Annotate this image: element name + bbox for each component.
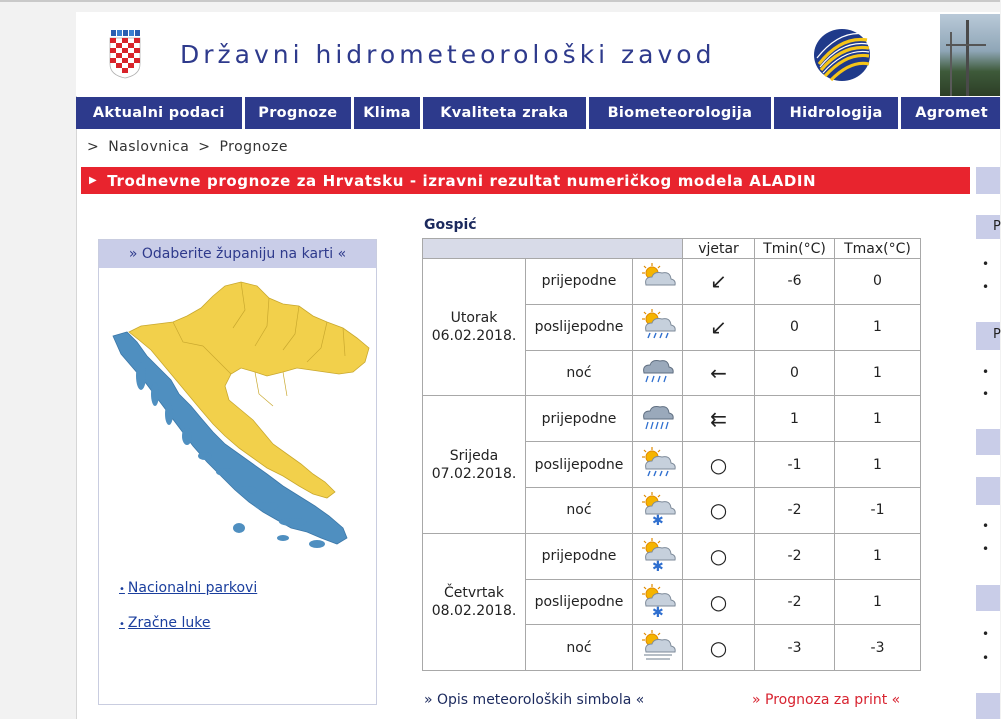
period-cell: poslijepodne bbox=[526, 579, 633, 625]
map-link-zracne-luke[interactable] bbox=[119, 615, 210, 631]
sidebar-block bbox=[976, 429, 1000, 455]
croatia-crest-icon[interactable] bbox=[108, 30, 142, 78]
nav-kvaliteta-zraka[interactable]: Kvaliteta zraka bbox=[423, 97, 586, 129]
sidebar-block bbox=[976, 167, 1000, 194]
wind-direction-icon: ○ bbox=[683, 487, 755, 533]
sun-cloud-snow-icon[interactable] bbox=[638, 538, 678, 574]
day-name: Srijeda bbox=[449, 447, 499, 464]
weather-symbols-link[interactable]: » Opis meteoroloških simbola « bbox=[424, 692, 645, 708]
svg-text:✱: ✱ bbox=[651, 604, 664, 621]
weather-icon-cell bbox=[633, 396, 683, 442]
tmin-value: -1 bbox=[755, 442, 835, 488]
table-row bbox=[423, 259, 921, 305]
weather-icon-cell bbox=[633, 304, 683, 350]
tmin-value: -2 bbox=[755, 487, 835, 533]
wind-direction-icon: ○ bbox=[683, 533, 755, 579]
weather-icon-cell bbox=[633, 533, 683, 579]
svg-text:✱: ✱ bbox=[651, 559, 664, 576]
tmax-value: 1 bbox=[835, 442, 921, 488]
sun-cloud-rain-icon[interactable] bbox=[638, 309, 678, 345]
tmin-value: -3 bbox=[755, 625, 835, 671]
day-cell bbox=[423, 259, 526, 396]
header-tmin: Tmin(°C) bbox=[755, 239, 835, 259]
map-panel-title: » Odaberite županiju na karti « bbox=[99, 240, 376, 268]
sidebar-bullet[interactable]: • bbox=[982, 257, 990, 271]
nav-hidrologija[interactable]: Hidrologija bbox=[774, 97, 898, 129]
window-top-border bbox=[0, 0, 1000, 2]
site-title[interactable]: Državni hidrometeorološki zavod bbox=[180, 40, 716, 69]
link-label[interactable]: Zračne luke bbox=[127, 615, 211, 631]
breadcrumb-separator: > bbox=[198, 139, 211, 155]
nav-agromet[interactable]: Agromet bbox=[901, 97, 1000, 129]
wind-direction-icon: ↙ bbox=[683, 304, 755, 350]
wind-direction-icon: ○ bbox=[683, 579, 755, 625]
sidebar-bullet[interactable]: • bbox=[982, 280, 990, 294]
wind-direction-icon: ↙ bbox=[683, 259, 755, 305]
table-row bbox=[423, 533, 921, 579]
period-cell: poslijepodne bbox=[526, 304, 633, 350]
nav-aktualni-podaci[interactable]: Aktualni podaci bbox=[76, 97, 242, 129]
fog-cloud-icon[interactable] bbox=[638, 630, 678, 666]
sun-cloud-rain-icon[interactable] bbox=[638, 447, 678, 483]
link-label[interactable]: Nacionalni parkovi bbox=[127, 580, 258, 596]
wind-direction-icon: ○ bbox=[683, 442, 755, 488]
tmax-value: 1 bbox=[835, 533, 921, 579]
sidebar-heading: P bbox=[993, 219, 1001, 234]
wind-direction-icon: ⇇ bbox=[683, 396, 755, 442]
weather-icon-cell bbox=[633, 487, 683, 533]
sidebar-bullet[interactable]: • bbox=[982, 542, 990, 556]
svg-text:✱: ✱ bbox=[651, 513, 664, 530]
breadcrumb bbox=[87, 139, 292, 155]
header-blank bbox=[423, 239, 683, 259]
dhmz-logo-icon[interactable] bbox=[811, 26, 873, 84]
sidebar-bullet[interactable]: • bbox=[982, 651, 990, 665]
cloud-snow-icon[interactable] bbox=[638, 492, 678, 528]
period-cell: noć bbox=[526, 625, 633, 671]
banner-arrow-icon: ▶ bbox=[89, 175, 98, 186]
nav-klima[interactable]: Klima bbox=[354, 97, 420, 129]
sidebar-block bbox=[976, 693, 1000, 719]
day-name: Četvrtak bbox=[443, 584, 505, 601]
tmax-value: 1 bbox=[835, 579, 921, 625]
map-link-nacionalni-parkovi[interactable] bbox=[119, 580, 257, 596]
tmin-value: -6 bbox=[755, 259, 835, 305]
tmax-value: -1 bbox=[835, 487, 921, 533]
tmin-value: -2 bbox=[755, 533, 835, 579]
page-title-banner bbox=[81, 167, 970, 194]
weather-icon-cell bbox=[633, 625, 683, 671]
main-nav bbox=[76, 97, 1000, 129]
weather-icon-cell bbox=[633, 350, 683, 396]
wind-direction-icon: ← bbox=[683, 350, 755, 396]
day-cell bbox=[423, 396, 526, 533]
day-name: Utorak bbox=[450, 310, 498, 327]
breadcrumb-home[interactable]: Naslovnica bbox=[108, 139, 190, 155]
tmax-value: 0 bbox=[835, 259, 921, 305]
right-sidebar bbox=[976, 167, 1000, 719]
site-header bbox=[76, 12, 1000, 96]
tmax-value: 1 bbox=[835, 396, 921, 442]
breadcrumb-separator: > bbox=[87, 139, 100, 155]
tmin-value: -2 bbox=[755, 579, 835, 625]
weather-icon-cell bbox=[633, 579, 683, 625]
header-wind: vjetar bbox=[683, 239, 755, 259]
county-map-panel bbox=[98, 239, 377, 705]
tmin-value: 0 bbox=[755, 304, 835, 350]
sidebar-bullet[interactable]: • bbox=[982, 519, 990, 533]
nav-prognoze[interactable]: Prognoze bbox=[245, 97, 351, 129]
breadcrumb-current[interactable]: Prognoze bbox=[219, 139, 288, 155]
day-date: 08.02.2018. bbox=[431, 602, 517, 619]
period-cell: prijepodne bbox=[526, 396, 633, 442]
sidebar-bullet[interactable]: • bbox=[982, 387, 990, 401]
table-header-row bbox=[423, 239, 921, 259]
bullet-icon: • bbox=[119, 619, 125, 630]
forecast-body bbox=[423, 259, 921, 671]
tmax-value: -3 bbox=[835, 625, 921, 671]
period-cell: poslijepodne bbox=[526, 442, 633, 488]
period-cell: prijepodne bbox=[526, 533, 633, 579]
tmax-value: 1 bbox=[835, 350, 921, 396]
weather-icon-cell bbox=[633, 442, 683, 488]
period-cell: noć bbox=[526, 487, 633, 533]
period-cell: noć bbox=[526, 350, 633, 396]
sidebar-bullet[interactable]: • bbox=[982, 365, 990, 379]
bullet-icon: • bbox=[119, 584, 125, 595]
forecast-table bbox=[422, 238, 921, 671]
forecast-city: Gospić bbox=[424, 217, 477, 233]
day-date: 07.02.2018. bbox=[431, 465, 517, 482]
nav-biometeorologija[interactable]: Biometeorologija bbox=[589, 97, 771, 129]
cloud-rain-snow-icon[interactable] bbox=[638, 355, 678, 391]
tmax-value: 1 bbox=[835, 304, 921, 350]
tmin-value: 1 bbox=[755, 396, 835, 442]
page-title: Trodnevne prognoze za Hrvatsku - izravni rezultat numeričkog modela ALADIN bbox=[107, 171, 817, 190]
period-cell: prijepodne bbox=[526, 259, 633, 305]
partly-cloudy-sun-icon[interactable] bbox=[638, 263, 678, 299]
day-date: 06.02.2018. bbox=[431, 328, 517, 345]
tmin-value: 0 bbox=[755, 350, 835, 396]
header-photo-weather-station bbox=[940, 14, 1000, 96]
wind-direction-icon: ○ bbox=[683, 625, 755, 671]
sidebar-bullet[interactable]: • bbox=[982, 627, 990, 641]
sidebar-block bbox=[976, 477, 1000, 505]
weather-icon-cell bbox=[633, 259, 683, 305]
sidebar-heading: P bbox=[993, 327, 1001, 342]
header-tmax: Tmax(°C) bbox=[835, 239, 921, 259]
cloud-rain-icon[interactable] bbox=[638, 401, 678, 437]
croatia-county-map[interactable] bbox=[107, 276, 369, 562]
sidebar-block bbox=[976, 585, 1000, 611]
day-cell bbox=[423, 533, 526, 670]
sun-cloud-snow-icon[interactable] bbox=[638, 584, 678, 620]
print-forecast-link[interactable]: » Prognoza za print « bbox=[752, 692, 901, 708]
table-row bbox=[423, 396, 921, 442]
